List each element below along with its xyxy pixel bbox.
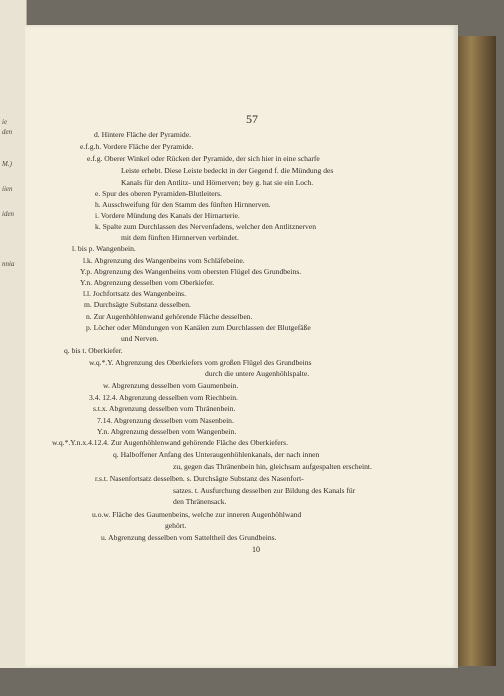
text-line: r.s.t. Nasenfortsatz desselben. s. Durchsägte Substanz des Nasenfort- xyxy=(95,474,304,483)
text-line: q. Halboffener Anfang des Unteraugenhöhlenkanals, der nach innen xyxy=(113,450,320,459)
text-line: s.t.x. Abgrenzung desselben vom Thränenbein. xyxy=(93,404,236,413)
text-line: Y.n. Abgrenzung desselben vom Oberkiefer. xyxy=(80,278,215,287)
left-page-fragment: den xyxy=(2,128,13,136)
text-line: n. Zur Augenhöhlenwand gehörende Fläche desselben. xyxy=(86,312,253,321)
text-line: gehört. xyxy=(165,521,187,530)
text-line: m. Durchsägte Substanz desselben. xyxy=(84,300,191,309)
text-line: 3.4. 12.4. Abgrenzung desselben vom Riechbein. xyxy=(89,393,238,402)
text-line: e.f.g. Oberer Winkel oder Rücken der Pyramide, der sich hier in eine scharfe xyxy=(87,154,320,163)
text-line: 7.14. Abgrenzung desselben vom Nasenbein. xyxy=(97,416,234,425)
page-number: 57 xyxy=(246,112,258,126)
text-line: w.q.*.Y.n.x.4.12.4. Zur Augenhöhlenwand gehörende Fläche des Oberkiefers. xyxy=(52,438,288,447)
text-line: q. bis t. Oberkiefer. xyxy=(64,346,123,355)
left-page-fragment: iien xyxy=(2,185,13,193)
left-page-edge xyxy=(0,0,27,668)
book-spine-edge xyxy=(458,36,496,666)
left-page-fragment: ie xyxy=(2,118,8,126)
left-page-fragment: nnia xyxy=(2,260,15,268)
text-line: und Nerven. xyxy=(121,334,159,343)
text-line: i. Vordere Mündung des Kanals der Hirnarterie. xyxy=(95,211,240,220)
text-line: l. bis p. Wangenbein. xyxy=(72,244,136,253)
text-line: Y.p. Abgrenzung des Wangenbeins vom obersten Flügel des Grundbeins. xyxy=(80,267,302,276)
text-line: k. Spalte zum Durchlassen des Nervenfadens, welcher den Antlitznerven xyxy=(95,222,316,231)
text-line: e. Spur des oberen Pyramiden-Blutleiters. xyxy=(95,189,222,198)
text-line: l.k. Abgrenzung des Wangenbeins vom Schläfebeine. xyxy=(83,256,245,265)
text-line: Y.n. Abgrenzung desselben vom Wangenbein. xyxy=(97,427,237,436)
text-line: l.l. Jochfortsatz des Wangenbeins. xyxy=(83,289,187,298)
text-line: Leiste erhebt. Diese Leiste bedeckt in der Gegend f. die Mündung des xyxy=(121,166,334,175)
text-line: Kanals für den Antlitz- und Hörnerven; bey g. hat sie ein Loch. xyxy=(121,178,314,187)
text-line: h. Ausschweifung für den Stamm des fünften Hirnnerven. xyxy=(95,200,271,209)
text-line: den Thränensack. xyxy=(173,497,227,506)
text-line: u.o.w. Fläche des Gaumenbeins, welche zur inneren Augenhöhlwand xyxy=(92,510,302,519)
text-line: w. Abgrenzung desselben vom Gaumenbein. xyxy=(103,381,239,390)
text-line: d. Hintere Fläche der Pyramide. xyxy=(94,130,191,139)
text-line: w.q.*.Y. Abgrenzung des Oberkiefers vom großen Flügel des Grundbeins xyxy=(89,358,312,367)
text-line: p. Löcher oder Mündungen von Kanälen zum Durchlassen der Blutgefäße xyxy=(86,323,311,332)
text-line: mit dem fünften Hirnnerven verbindet. xyxy=(121,233,239,242)
left-page-fragment: M.) xyxy=(2,160,12,168)
text-line: durch die untere Augenhöhlspalte. xyxy=(205,369,310,378)
text-line: u. Abgrenzung desselben vom Satteltheil des Grundbeins. xyxy=(101,533,277,542)
text-line: satzes. t. Ausfurchung desselben zur Bildung des Kanals für xyxy=(173,486,356,495)
footer-signature-number: 10 xyxy=(252,545,260,554)
text-line: zu, gegen das Thränenbein hin, gleichsam aufgespalten erscheint. xyxy=(173,462,372,471)
left-page-fragment: iden xyxy=(2,210,15,218)
text-line: e.f.g.h. Vordere Fläche der Pyramide. xyxy=(80,142,194,151)
